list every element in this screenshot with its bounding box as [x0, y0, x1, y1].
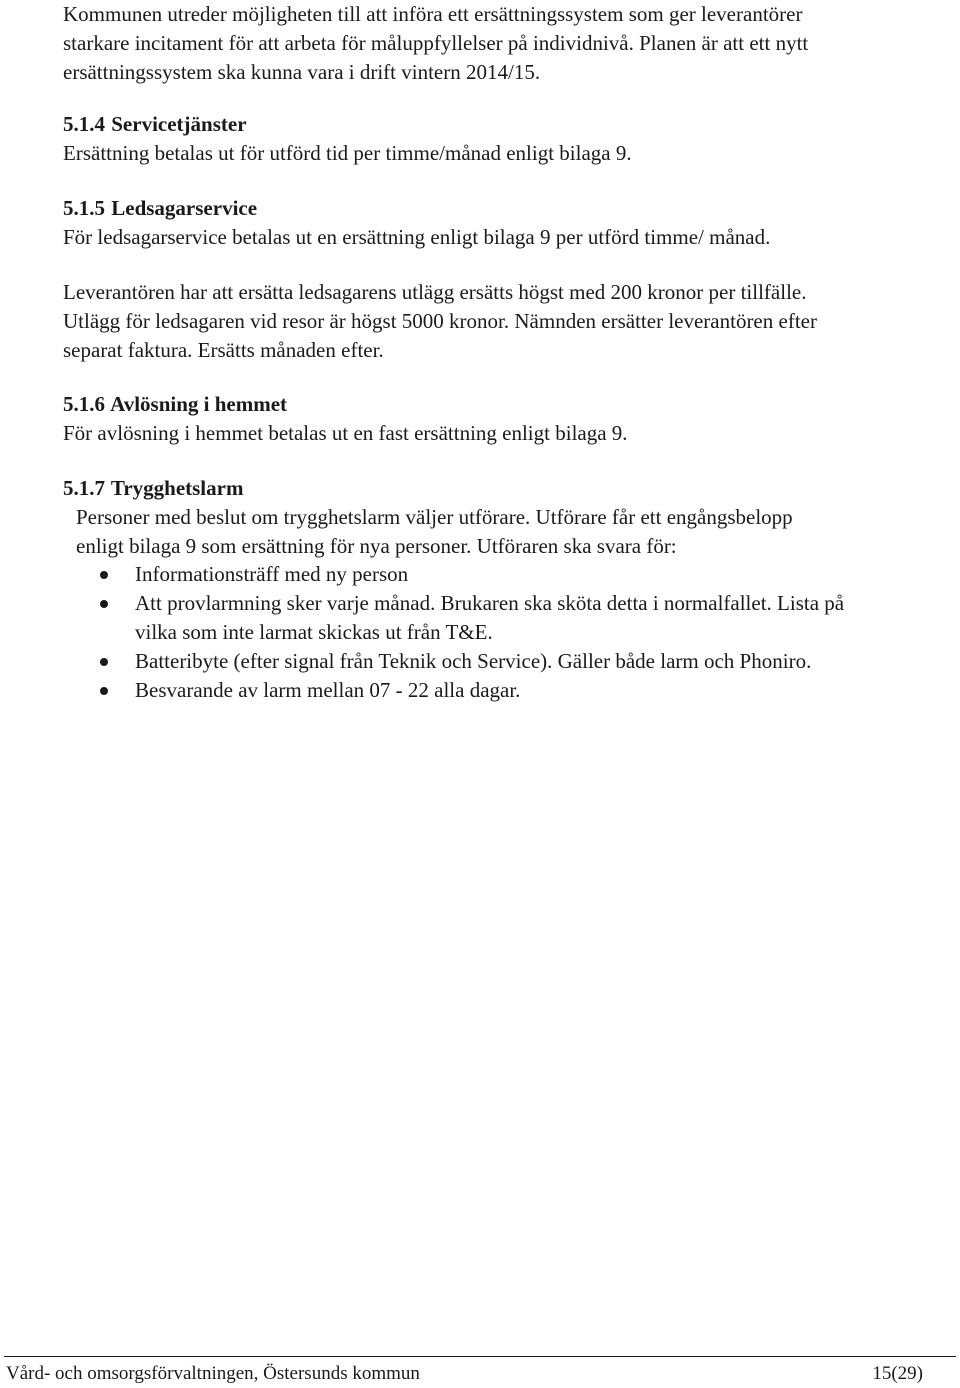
footer-divider — [4, 1356, 956, 1357]
section-number: 5.1.5 — [63, 196, 105, 220]
section-title: Ledsagarservice — [111, 196, 258, 220]
list-item-text: Informationsträff med ny person — [135, 562, 409, 586]
section-title: Avlösning i hemmet — [110, 392, 288, 416]
list-item — [97, 647, 956, 676]
intro-line: ersättningssystem ska kunna vara i drift vintern 2014/15. — [63, 60, 541, 84]
section-heading-5-1-4 — [63, 110, 247, 139]
list-item — [97, 676, 956, 705]
section-number: 5.1.4 — [63, 112, 105, 136]
intro-paragraph — [63, 0, 952, 87]
section-paragraph — [63, 419, 952, 448]
section-heading-5-1-7 — [63, 474, 243, 503]
section-heading-5-1-5 — [63, 194, 257, 223]
paragraph-line: Utlägg för ledsagaren vid resor är högst 5000 kronor. Nämnden ersätter leverantören efter — [63, 309, 817, 333]
intro-line: Kommunen utreder möjligheten till att införa ett ersättningssystem som ger leverantörer — [63, 2, 803, 26]
section-paragraph — [63, 223, 952, 252]
paragraph-line: enligt bilaga 9 som ersättning för nya personer. Utföraren ska svara för: — [76, 534, 677, 558]
list-item — [97, 560, 956, 589]
bullet-icon — [100, 571, 108, 579]
paragraph-line: separat faktura. Ersätts månaden efter. — [63, 338, 384, 362]
list-item-text: Besvarande av larm mellan 07 - 22 alla dagar. — [135, 678, 521, 702]
section-title: Trygghetslarm — [110, 476, 244, 500]
section-number: 5.1.7 — [63, 476, 105, 500]
paragraph-line: För avlösning i hemmet betalas ut en fast ersättning enligt bilaga 9. — [63, 421, 628, 445]
paragraph-line: Ersättning betalas ut för utförd tid per timme/månad enligt bilaga 9. — [63, 141, 632, 165]
bullet-list — [97, 560, 956, 705]
bullet-icon — [100, 600, 108, 608]
paragraph-line: För ledsagarservice betalas ut en ersättning enligt bilaga 9 per utförd timme/ månad. — [63, 225, 771, 249]
section-number: 5.1.6 — [63, 392, 105, 416]
section-paragraph — [63, 278, 952, 365]
paragraph-line: Leverantören har att ersätta ledsagarens utlägg ersätts högst med 200 kronor per tillfälle. — [63, 280, 807, 304]
page-number: 15(29) — [872, 1363, 923, 1384]
intro-line: starkare incitament för att arbeta för måluppfyllelser på individnivå. Planen är att ett nytt — [63, 31, 809, 55]
list-item-text: Batteribyte (efter signal från Teknik och Service). Gäller både larm och Phoniro. — [135, 649, 812, 673]
section-title: Servicetjänster — [111, 112, 247, 136]
footer-organization: Vård- och omsorgsförvaltningen, Östersunds kommun — [6, 1363, 420, 1384]
section-heading-5-1-6 — [63, 390, 287, 419]
list-item-text: Att provlarmning sker varje månad. Brukaren ska sköta detta i normalfallet. Lista på — [135, 591, 845, 615]
list-item-text: vilka som inte larmat skickas ut från T&E. — [135, 620, 493, 644]
bullet-icon — [100, 687, 108, 695]
section-paragraph — [76, 503, 952, 561]
list-item — [97, 589, 956, 647]
section-paragraph — [63, 139, 952, 168]
bullet-icon — [100, 658, 108, 666]
paragraph-line: Personer med beslut om trygghetslarm väljer utförare. Utförare får ett engångsbelopp — [76, 505, 793, 529]
